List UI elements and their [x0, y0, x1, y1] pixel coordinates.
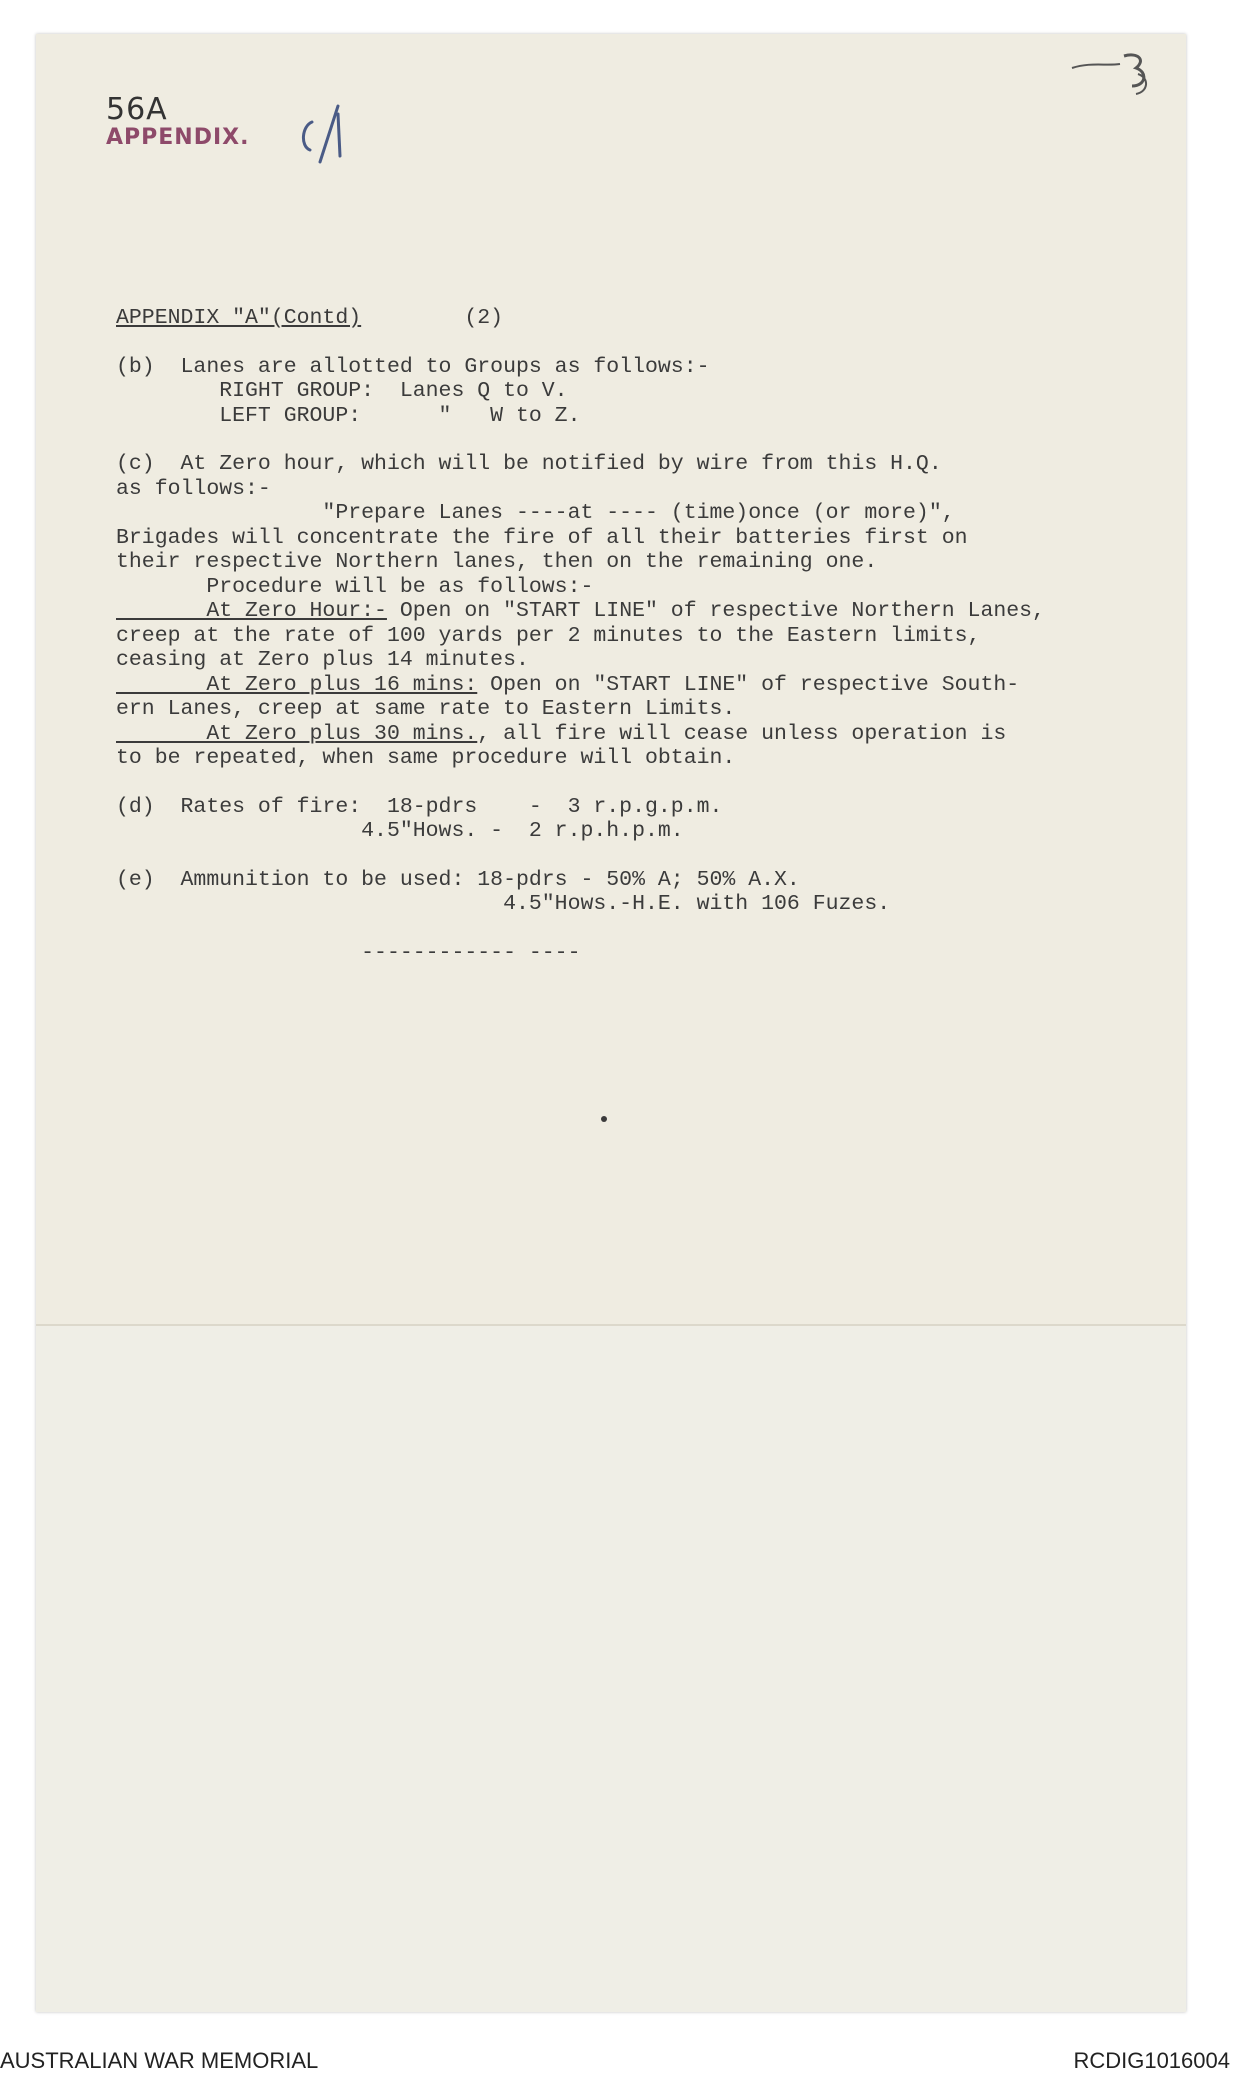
top-left-markings — [106, 92, 249, 150]
document-line — [116, 550, 1045, 575]
document-line — [116, 795, 1045, 820]
line-text: 4.5"Hows.-H.E. with 106 Fuzes. — [116, 892, 891, 916]
line-text: to be repeated, when same procedure will obtain. — [116, 746, 736, 770]
line-text: , all fire will cease unless operation is — [477, 721, 1007, 746]
page-fold-line — [36, 1324, 1186, 1326]
line-text: (c) At Zero hour, which will be notified by wire from this H.Q. — [116, 452, 942, 476]
line-text: creep at the rate of 100 yards per 2 minutes to the Eastern limits, — [116, 623, 981, 648]
dot-mark — [601, 1116, 607, 1122]
footer-left: AUSTRALIAN WAR MEMORIAL — [0, 2048, 319, 2073]
document-line — [116, 697, 1045, 722]
line-text: Procedure will be as follows:- — [116, 574, 594, 599]
document-line — [116, 819, 1045, 844]
line-text: "Prepare Lanes ----at ---- (time)once (or more)", — [116, 501, 955, 525]
line-text: (b) Lanes are allotted to Groups as follows:- — [116, 354, 710, 379]
document-body — [116, 355, 1045, 966]
line-text: ceasing at Zero plus 14 minutes. — [116, 648, 529, 672]
document-heading — [116, 306, 1045, 331]
underlined-phrase: At Zero plus 30 mins. — [116, 721, 478, 746]
document-line — [116, 452, 1045, 477]
line-text: Open on "START LINE" of respective South- — [477, 672, 1020, 697]
document-line — [116, 673, 1045, 698]
line-gap — [116, 771, 1045, 795]
footer-right: RCDIG1016004 — [1073, 2048, 1230, 2073]
document-line — [116, 355, 1045, 380]
document-line — [116, 379, 1045, 404]
document-line — [116, 648, 1045, 673]
document-line — [116, 868, 1045, 893]
line-text: ern Lanes, creep at same rate to Eastern Limits. — [116, 697, 736, 721]
line-gap — [116, 428, 1045, 452]
line-text: as follows:- — [116, 476, 271, 501]
document-line — [116, 746, 1045, 771]
document-line — [116, 941, 1045, 966]
document-line — [116, 526, 1045, 551]
document-line — [116, 575, 1045, 600]
document-line — [116, 624, 1045, 649]
typed-document — [116, 306, 1045, 965]
line-text: RIGHT GROUP: Lanes Q to V. — [116, 379, 568, 403]
corner-pencil-mark — [1066, 46, 1156, 106]
document-line — [116, 722, 1045, 747]
line-text: ------------ ---- — [116, 940, 581, 965]
line-text: Brigades will concentrate the fire of all their batteries first on — [116, 525, 968, 550]
line-gap — [116, 844, 1045, 868]
line-text: Open on "START LINE" of respective Northern Lanes, — [386, 599, 1045, 623]
line-text: (e) Ammunition to be used: 18-pdrs - 50% A; 50% A.X. — [116, 867, 800, 892]
document-line — [116, 892, 1045, 917]
line-gap — [116, 917, 1045, 941]
line-text: LEFT GROUP: " W to Z. — [116, 403, 581, 428]
lower-half-tint — [36, 1326, 1186, 2012]
document-line — [116, 404, 1045, 429]
document-page — [36, 34, 1186, 2012]
line-text: (d) Rates of fire: 18-pdrs - 3 r.p.g.p.m. — [116, 794, 723, 819]
handwritten-ref-mark — [294, 100, 354, 170]
underlined-phrase: At Zero plus 16 mins: — [116, 672, 478, 697]
document-line — [116, 599, 1045, 624]
document-line — [116, 477, 1045, 502]
appendix-stamp: APPENDIX. — [106, 125, 250, 150]
page-number: 56A — [106, 92, 168, 127]
heading-page-number: (2) — [464, 306, 504, 330]
document-line — [116, 501, 1045, 526]
line-text: 4.5"Hows. - 2 r.p.h.p.m. — [116, 819, 684, 843]
underlined-phrase: At Zero Hour:- — [116, 599, 387, 623]
line-text: their respective Northern lanes, then on the remaining one. — [116, 550, 878, 574]
heading-left: APPENDIX "A"(Contd) — [116, 306, 362, 330]
